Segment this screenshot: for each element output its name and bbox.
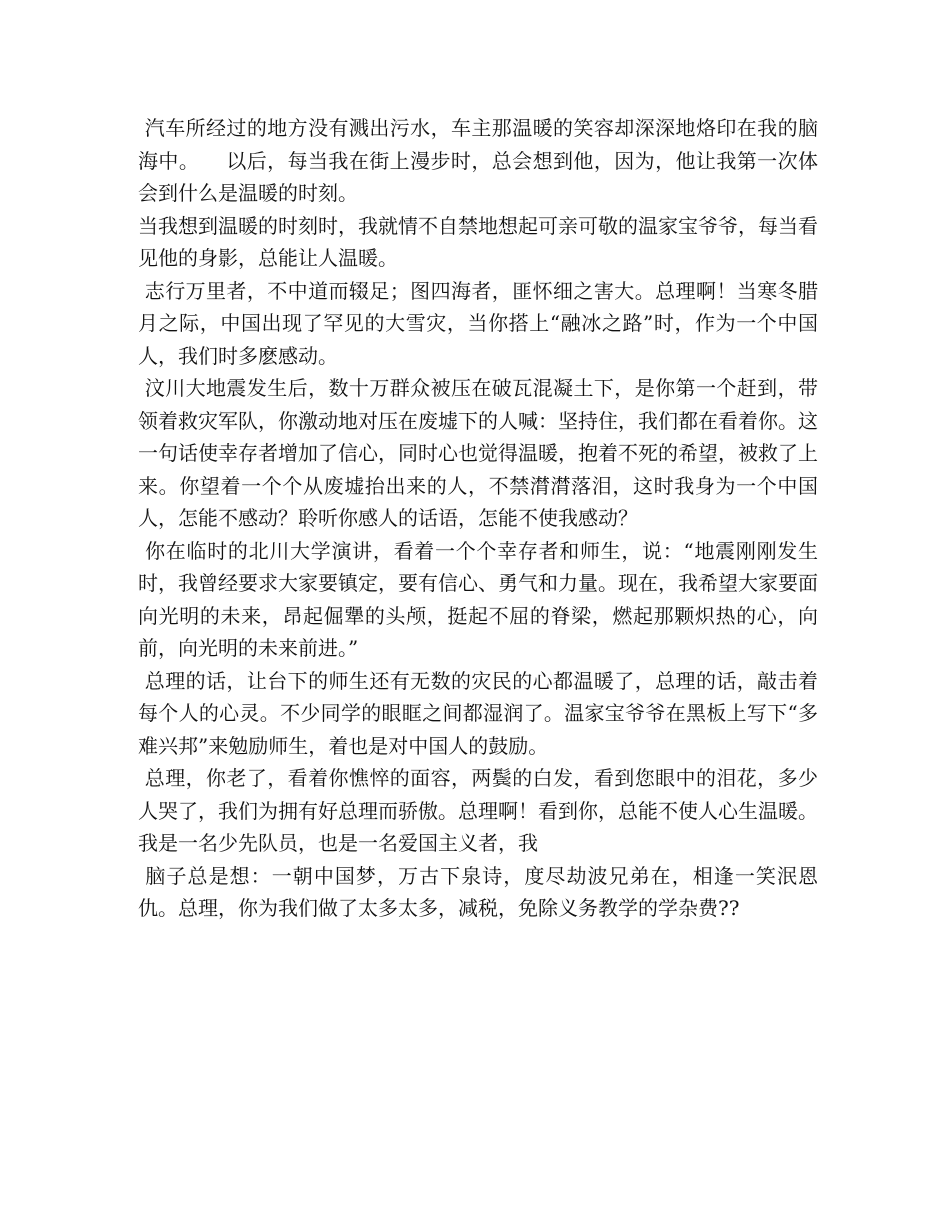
paragraph-wenchuan-earthquake: 汶川大地震发生后，数十万群众被压在破瓦混凝土下，是你第一个赶到，带领着救灾军队，你激动地对压在废墟下的人喊：坚持住，我们都在看着你。这一句话使幸存者增加了信心，同时心也觉得温暖，抱着不死的希望，被救了上来。你望着一个个从废墟抬出来的人，不禁潸潸落泪，这时我身为一个中国人，怎能不感动？聆听你感人的话语，怎能不使我感动？ [138,376,819,530]
paragraph-car-warm-smile: 汽车所经过的地方没有溅出污水，车主那温暖的笑容却深深地烙印在我的脑海中。 以后，每当我在街上漫步时，总会想到他，因为，他让我第一次体会到什么是温暖的时刻。 [138,116,819,205]
paragraph-chinese-dream: 脑子总是想：一朝中国梦，万古下泉诗，度尽劫波兄弟在，相逢一笑泯恩仇。总理，你为我们做了太多太多，减税，免除义务教学的学杂费?? [138,863,819,920]
paragraph-premier-words: 总理的话，让台下的师生还有无数的灾民的心都温暖了，总理的话，敲击着每个人的心灵。不少同学的眼眶之间都湿润了。温家宝爷爷在黑板上写下“多难兴邦”来勉励师生，着也是对中国人的鼓励。 [138,668,819,758]
paragraph-thinking-of-wen-jiabao: 当我想到温暖的时刻时，我就情不自禁地想起可亲可敬的温家宝爷爷，每当看见他的身影，总能让人温暖。 [138,213,818,270]
paragraph-snow-disaster: 志行万里者，不中道而辍足；图四海者，匪怀细之害大。总理啊！当寒冬腊月之际，中国出现了罕见的大雪灾，当你搭上“融冰之路”时，作为一个中国人，我们时多麽感动。 [138,278,819,368]
document-page [138,112,818,925]
paragraph-beichuan-speech: 你在临时的北川大学演讲，看着一个个幸存者和师生，说：“地震刚刚发生时，我曾经要求大家要镇定，要有信心、勇气和力量。现在，我希望大家要面向光明的未来，昂起倔犟的头颅，挺起不屈的脊梁，燃起那颗炽热的心，向前，向光明的未来前进。” [138,538,818,660]
paragraph-premier-aged: 总理，你老了，看着你憔悴的面容，两鬓的白发，看到您眼中的泪花，多少人哭了，我们为拥有好总理而骄傲。总理啊！看到你，总能不使人心生温暖。我是一名少先队员，也是一名爱国主义者，我 [138,766,819,855]
